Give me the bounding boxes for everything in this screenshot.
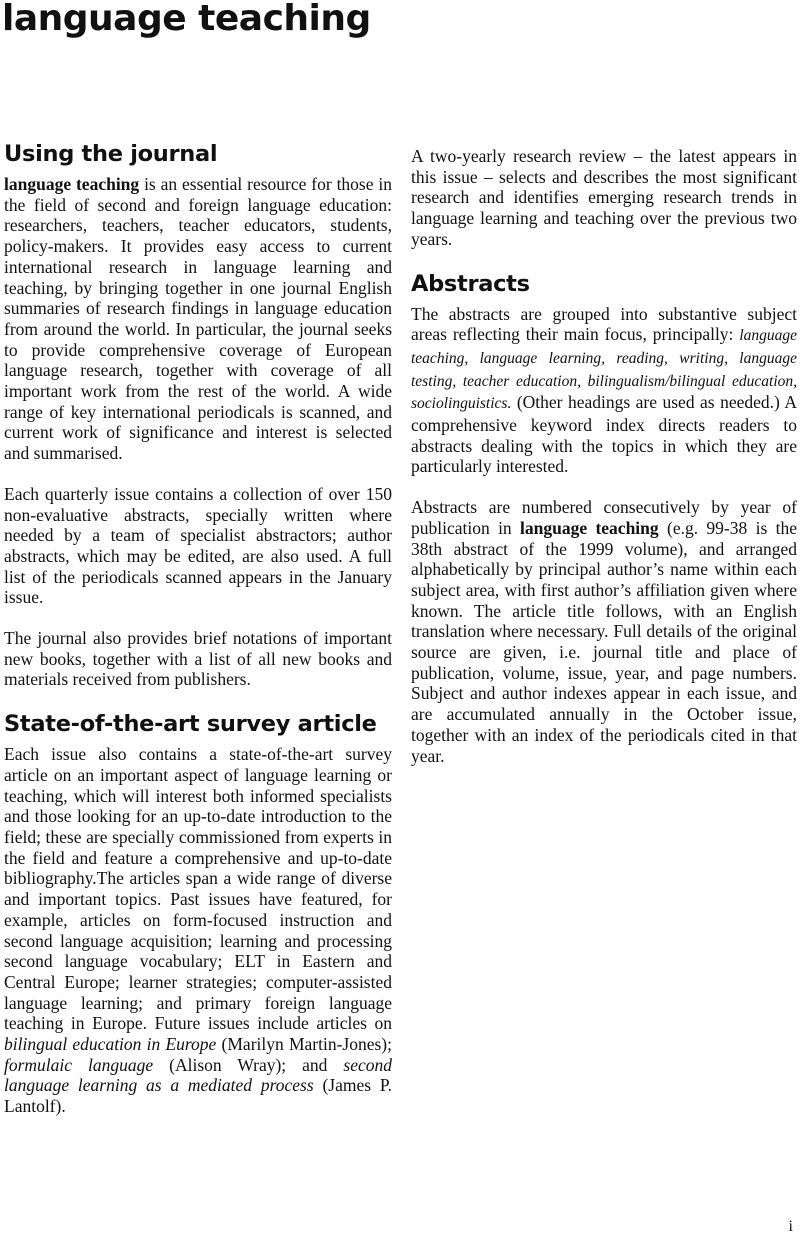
future-title-1: bilingual education in Europe [4,1034,217,1055]
journal-masthead: language teaching [2,0,371,39]
subject-areas-list: language teaching, language learning, reading, writing, language testing, teacher education, bilingualism/bilingual education, sociolinguistics. [411,327,798,413]
brand-name-inline: language teaching [520,517,659,538]
using-paragraph-1-text: is an essential resource for those in the field of second and foreign language education: researchers, teachers, teacher educators, students, policy-makers. It provides easy access to current international research in language learning and teaching, by bringing together in one journal English summaries of research findings in language education from around the world. In particular, the journal seeks to provide comprehensive coverage of European language research, together with coverage of all important work from the rest of the world. A wide range of key international periodicals is scanned, and current work of significance and interest is selected and summarised. [4,174,392,464]
abstracts-paragraph-2-start: Abstracts are numbered consecutively by year of publication in [411,497,797,538]
survey-paragraph-1 [4,744,392,1117]
heading-survey-article: State-of-the-art survey article [4,711,377,738]
abstracts-paragraph-1-start: The abstracts are grouped into substantive subject areas reflecting their main focus, principally: [411,303,797,345]
future-author-3: (James P. Lantolf). [4,1075,393,1117]
survey-paragraph-1-text: Each issue also contains a state-of-the-art survey article on an important aspect of language learning or teaching, which will interest both informed specialists and those looking for an up-to-date introduction to the field; these are specially commissioned from experts in the field and feature a comprehensive and up-to-date bibliography.The articles span a wide range of diverse and important topics. Past issues have featured, for example, articles on form-focused instruction and second language acquisition; learning and processing second language vocabulary; ELT in Eastern and Central Europe; learner strategies; computer-assisted language learning; and primary foreign language teaching in Europe. Future issues include articles on [4,744,392,1034]
using-paragraph-2: Each quarterly issue contains a collection of over 150 non-evaluative abstracts, specially written where needed by a team of specialist abstractors; author abstracts, which may be edited, are also used. A full list of the periodicals scanned appears in the January issue. [4,483,392,608]
future-author-1: (Marilyn Martin-Jones); [221,1034,393,1055]
brand-name: language teaching [4,174,140,194]
survey-paragraph-2: A two-yearly research review – the latest appears in this issue – selects and describes the most significant research and identifies emerging research trends in language learning and teaching over the previous two years. [411,146,797,249]
left-column [4,140,392,1137]
future-author-2: (Alison Wray); and [169,1054,328,1075]
abstracts-paragraph-2 [411,497,797,766]
heading-abstracts: Abstracts [411,270,530,297]
right-column [411,146,797,786]
future-title-3: second language learning as a mediated process [4,1054,393,1096]
abstracts-paragraph-1 [411,304,797,478]
abstracts-paragraph-2-rest: (e.g. 99-38 is the 38th abstract of the 1999 volume), and arranged alphabetically by principal author’s name within each subject area, with first author’s affiliation given where known. The article title follows, with an English translation where necessary. Full details of the original source are given, i.e. journal title and place of publication, volume, issue, year, and page numbers. Subject and author indexes appear in each issue, and are accumulated annually in the October issue, together with an index of the periodicals cited in that year. [411,517,797,766]
heading-using-the-journal: Using the journal [4,141,218,167]
future-title-2: formulaic language [4,1054,154,1075]
page-number: i [788,1218,793,1235]
abstracts-paragraph-1-end: (Other headings are used as needed.) A comprehensive keyword index directs readers to abstracts dealing with the topics in which they are particularly interested. [411,392,798,477]
using-paragraph-1 [4,174,392,464]
using-paragraph-3: The journal also provides brief notations of important new books, together with a list of all new books and materials received from publishers. [4,628,392,690]
